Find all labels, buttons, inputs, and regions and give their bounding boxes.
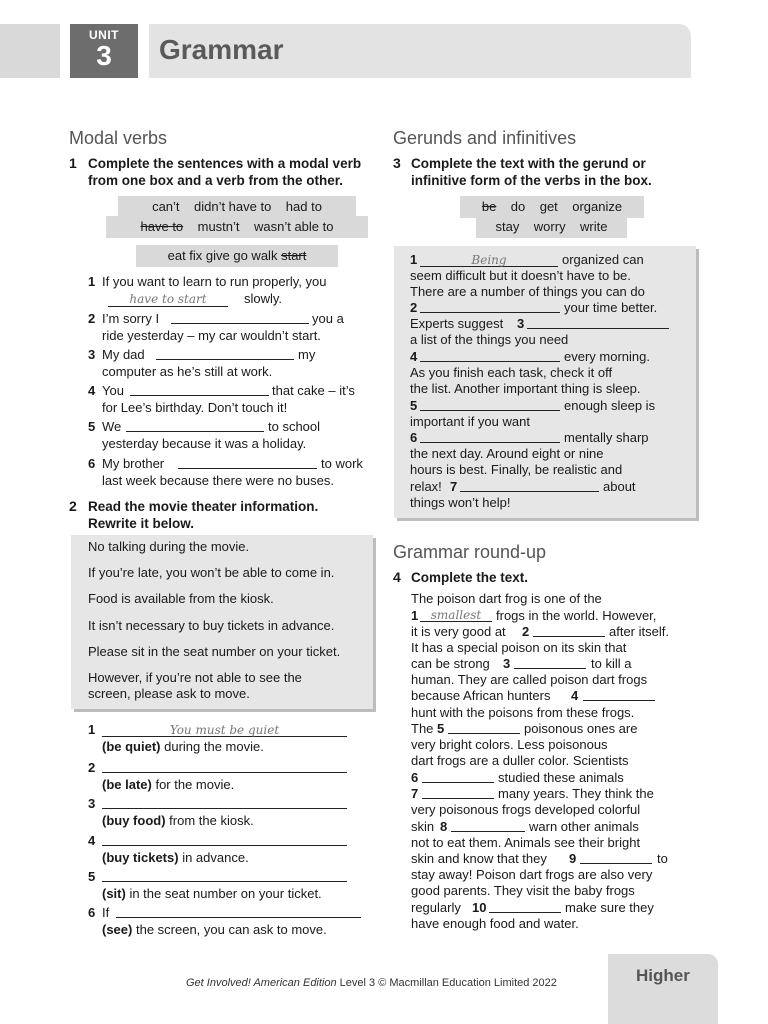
text-line: studied these animals — [498, 770, 624, 785]
word-option-used: have to — [140, 219, 184, 234]
section-title-modal-verbs: Modal verbs — [69, 128, 168, 148]
item-number: 2 — [88, 311, 96, 326]
notice-text: However, if you’re not able to see the — [88, 670, 302, 685]
notice-text: Please sit in the seat number on your ticket. — [88, 644, 341, 659]
text-line: skin — [411, 819, 435, 834]
item-text: We — [102, 419, 122, 434]
verb-prompt: (buy food) — [102, 813, 166, 828]
item-text: to work — [321, 456, 363, 471]
text-line: after itself. — [609, 624, 669, 639]
text-line: regularly — [411, 900, 461, 915]
verb-prompt: (buy tickets) — [102, 850, 179, 865]
exercise-item — [88, 383, 378, 417]
text-line: enough sleep is — [564, 398, 656, 413]
text-line: to — [657, 851, 668, 866]
item-text: slowly. — [244, 291, 283, 306]
text-line: The — [411, 721, 434, 736]
text-line: it is very good at — [411, 624, 506, 639]
text-line: important if you want — [410, 414, 530, 429]
instruction-line: Read the movie theater information. — [88, 499, 319, 514]
item-number: 4 — [88, 383, 96, 398]
item-text: you a — [312, 311, 344, 326]
answer-blank[interactable] — [583, 700, 655, 701]
text-line: make sure they — [565, 900, 654, 915]
verb-box-row — [476, 216, 627, 238]
handwritten-answer[interactable]: You must be quiet — [102, 722, 347, 737]
verb-prompt: (be quiet) — [102, 739, 161, 754]
answer-blank[interactable] — [420, 361, 560, 362]
text-line: stay away! Poison dart frogs are also very — [411, 867, 653, 882]
item-text: for the movie. — [151, 777, 235, 792]
text-line: things won’t help! — [410, 495, 511, 510]
word-box-row — [118, 196, 356, 218]
rewrite-item — [88, 722, 368, 756]
text-line: because African hunters — [411, 688, 551, 703]
text-line: every morning. — [564, 349, 650, 364]
word-option: didn’t have to — [193, 199, 272, 214]
rewrite-item — [88, 905, 368, 939]
word-option: wasn’t able to — [253, 219, 334, 234]
verb-option: get — [539, 199, 558, 214]
answer-blank[interactable] — [102, 845, 347, 846]
item-number: 1 — [88, 722, 96, 737]
item-text: If you want to learn to run properly, you — [102, 274, 327, 289]
text-line: hunt with the poisons from these frogs. — [411, 705, 635, 720]
text-line: hours is best. Finally, be realistic and — [410, 462, 623, 477]
answer-blank[interactable] — [116, 917, 361, 918]
verb-option: stay — [495, 219, 520, 234]
level-tab — [608, 954, 718, 1024]
gap-number: 7 — [411, 786, 419, 801]
instruction-line: Complete the text with the gerund or — [411, 156, 646, 171]
answer-blank[interactable] — [580, 863, 652, 864]
verb-list: eat fix give go walk — [167, 248, 278, 263]
text-line: can be strong — [411, 656, 490, 671]
answer-blank[interactable] — [130, 395, 269, 396]
item-text: My brother — [102, 456, 165, 471]
answer-blank[interactable] — [448, 733, 520, 734]
verb-option: do — [510, 199, 526, 214]
item-text: for Lee’s birthday. Don’t touch it! — [102, 400, 288, 415]
verb-used: start — [281, 248, 307, 263]
exercise-item — [88, 456, 378, 490]
answer-blank[interactable] — [420, 442, 560, 443]
text-line: The poison dart frog is one of the — [411, 591, 602, 606]
answer-blank[interactable] — [514, 668, 586, 669]
text-line: about — [603, 479, 636, 494]
text-line: very bright colors. Less poisonous — [411, 737, 608, 752]
text-line: It has a special poison on its skin that — [411, 640, 627, 655]
answer-blank[interactable] — [533, 636, 605, 637]
text-line: the next day. Around eight or nine — [410, 446, 604, 461]
rewrite-item — [88, 796, 368, 830]
item-number: 3 — [88, 347, 96, 362]
verb-box-row — [460, 196, 644, 218]
gap-number: 3 — [503, 656, 511, 671]
text-line: Experts suggest — [410, 316, 504, 331]
text-line: As you finish each task, check it off — [410, 365, 613, 380]
item-text: If — [102, 905, 110, 920]
book-title: Get Involved! American Edition — [186, 977, 337, 989]
answer-blank[interactable] — [178, 468, 317, 469]
verb-prompt: (be late) — [102, 777, 152, 792]
question-number: 1 — [69, 155, 77, 171]
text-line: not to eat them. Animals see their bright — [411, 835, 641, 850]
answer-blank[interactable] — [102, 772, 347, 773]
text-line: have enough food and water. — [411, 916, 579, 931]
instruction-line: infinitive form of the verbs in the box. — [411, 173, 652, 188]
question-number: 3 — [393, 155, 401, 171]
item-text: yesterday because it was a holiday. — [102, 436, 307, 451]
gerund-text-panel — [394, 246, 696, 518]
gap-number: 2 — [522, 624, 530, 639]
title-bar — [149, 24, 691, 78]
round-up-text — [411, 591, 701, 941]
notice-text: No talking during the movie. — [88, 539, 250, 554]
handwritten-answer[interactable]: Being — [420, 252, 558, 267]
text-line: warn other animals — [529, 819, 639, 834]
answer-blank[interactable] — [156, 359, 294, 360]
answer-blank[interactable] — [451, 831, 525, 832]
unit-badge — [70, 24, 138, 78]
handwritten-answer[interactable]: smallest — [420, 607, 492, 622]
header-left-tab — [0, 24, 60, 78]
notice-text: It isn’t necessary to buy tickets in advance. — [88, 618, 335, 633]
instruction-line: Complete the sentences with a modal verb — [88, 156, 362, 171]
notice-text: screen, please ask to move. — [88, 686, 250, 701]
text-line: seem difficult but it doesn’t have to be. — [410, 268, 631, 283]
answer-blank[interactable] — [422, 782, 494, 783]
notice-text: If you’re late, you won’t be able to come in. — [88, 565, 335, 580]
word-box-row — [106, 216, 368, 238]
exercise-item — [88, 274, 378, 308]
word-option: can’t — [152, 199, 180, 214]
instruction-line: from one box and a verb from the other. — [88, 173, 344, 188]
gap-number: 4 — [571, 688, 579, 703]
copyright-text: Level 3 © Macmillan Education Limited 2022 — [336, 977, 557, 989]
text-line: organized can — [562, 252, 644, 267]
item-number: 1 — [88, 274, 96, 289]
exercise-item — [88, 311, 378, 345]
item-number: 4 — [88, 833, 96, 848]
text-line: There are a number of things you can do — [410, 284, 645, 299]
item-number: 5 — [88, 419, 96, 434]
item-text: in the seat number on your ticket. — [125, 886, 322, 901]
answer-blank[interactable] — [102, 808, 347, 809]
verb-option: organize — [572, 199, 623, 214]
answer-blank[interactable] — [527, 328, 669, 329]
exercise-item — [88, 419, 378, 453]
text-line: dart frogs are a duller color. Scientists — [411, 753, 629, 768]
section-title-gerunds: Gerunds and infinitives — [393, 128, 577, 148]
text-line: to kill a — [591, 656, 632, 671]
handwritten-answer[interactable]: have to start — [108, 291, 228, 307]
answer-blank[interactable] — [126, 431, 264, 432]
verb-option: write — [580, 219, 608, 234]
word-option: had to — [285, 199, 322, 214]
text-line: relax! — [410, 479, 442, 494]
notice-panel — [71, 535, 373, 709]
text-line: frogs in the world. However, — [496, 608, 657, 623]
instruction-line: Complete the text. — [411, 570, 529, 585]
item-text: My dad — [102, 347, 145, 362]
page-title: Grammar — [159, 34, 284, 65]
verb-used: be — [481, 199, 497, 214]
item-text: computer as he’s still at work. — [102, 364, 273, 379]
item-text: from the kiosk. — [165, 813, 254, 828]
verb-prompt: (see) — [102, 922, 133, 937]
text-line: mentally sharp — [564, 430, 649, 445]
answer-blank[interactable] — [171, 323, 309, 324]
item-text: I’m sorry I — [102, 311, 160, 326]
gap-number: 6 — [411, 770, 419, 785]
verb-box — [136, 245, 338, 267]
item-text: last week because there were no buses. — [102, 473, 334, 488]
question-number: 4 — [393, 569, 401, 585]
text-line: your time better. — [564, 300, 658, 315]
word-option: mustn’t — [197, 219, 240, 234]
level-label: Higher — [636, 966, 690, 985]
rewrite-item — [88, 760, 368, 794]
item-text: You — [102, 383, 124, 398]
exercise-item — [88, 347, 378, 381]
item-number: 5 — [88, 869, 96, 884]
item-number: 6 — [88, 905, 96, 920]
copyright-footer — [186, 977, 557, 989]
rewrite-item — [88, 869, 368, 903]
text-line: human. They are called poison dart frogs — [411, 672, 648, 687]
unit-label: UNIT — [89, 28, 119, 42]
text-line: very poisonous frogs developed colorful — [411, 802, 641, 817]
gap-fill-text: 1 Being organized can seem difficult but it doesn’t have to be. There are a number of things you can do 2 your time better. Experts suggest 3 a list of the things you need 4 every morning. As you finish each task, check it off the list. Another important thing is sleep. 5 enough sleep is important if you want 6 mentally sharp the next day. Around eight or nine hours is best. Finally, be realistic and relax! 7 about things won’t help! — [410, 252, 696, 522]
item-number: 6 — [88, 456, 96, 471]
verb-prompt: (sit) — [102, 886, 126, 901]
unit-number: 3 — [96, 40, 112, 71]
notice-text: Food is available from the kiosk. — [88, 591, 274, 606]
answer-blank[interactable] — [420, 312, 560, 313]
section-title-round-up: Grammar round-up — [393, 542, 547, 562]
text-line: poisonous ones are — [524, 721, 638, 736]
item-text: the screen, you can ask to move. — [132, 922, 327, 937]
item-text: during the movie. — [160, 739, 264, 754]
item-text: my — [298, 347, 316, 362]
item-text: in advance. — [178, 850, 249, 865]
gap-number: 5 — [437, 721, 445, 736]
item-text: ride yesterday – my car wouldn’t start. — [102, 328, 321, 343]
answer-blank[interactable] — [420, 410, 560, 411]
text-line: the list. Another important thing is sleep. — [410, 381, 641, 396]
gap-number: 9 — [569, 851, 577, 866]
answer-blank[interactable] — [460, 491, 599, 492]
item-number: 3 — [88, 796, 96, 811]
text-line: good parents. They visit the baby frogs — [411, 883, 635, 898]
verb-option: worry — [533, 219, 566, 234]
text-line: skin and know that they — [411, 851, 547, 866]
answer-blank[interactable] — [489, 912, 561, 913]
gap-number: 10 — [472, 900, 487, 915]
item-text: that cake – it’s — [272, 383, 355, 398]
rewrite-item — [88, 833, 368, 867]
item-text: to school — [268, 419, 321, 434]
gap-number: 8 — [440, 819, 448, 834]
gap-number: 1 — [411, 608, 419, 623]
answer-blank[interactable] — [102, 881, 347, 882]
text-line: many years. They think the — [498, 786, 654, 801]
text-line: a list of the things you need — [410, 332, 569, 347]
question-number: 2 — [69, 498, 77, 514]
item-number: 2 — [88, 760, 96, 775]
instruction-line: Rewrite it below. — [88, 516, 195, 531]
answer-blank[interactable] — [422, 798, 494, 799]
